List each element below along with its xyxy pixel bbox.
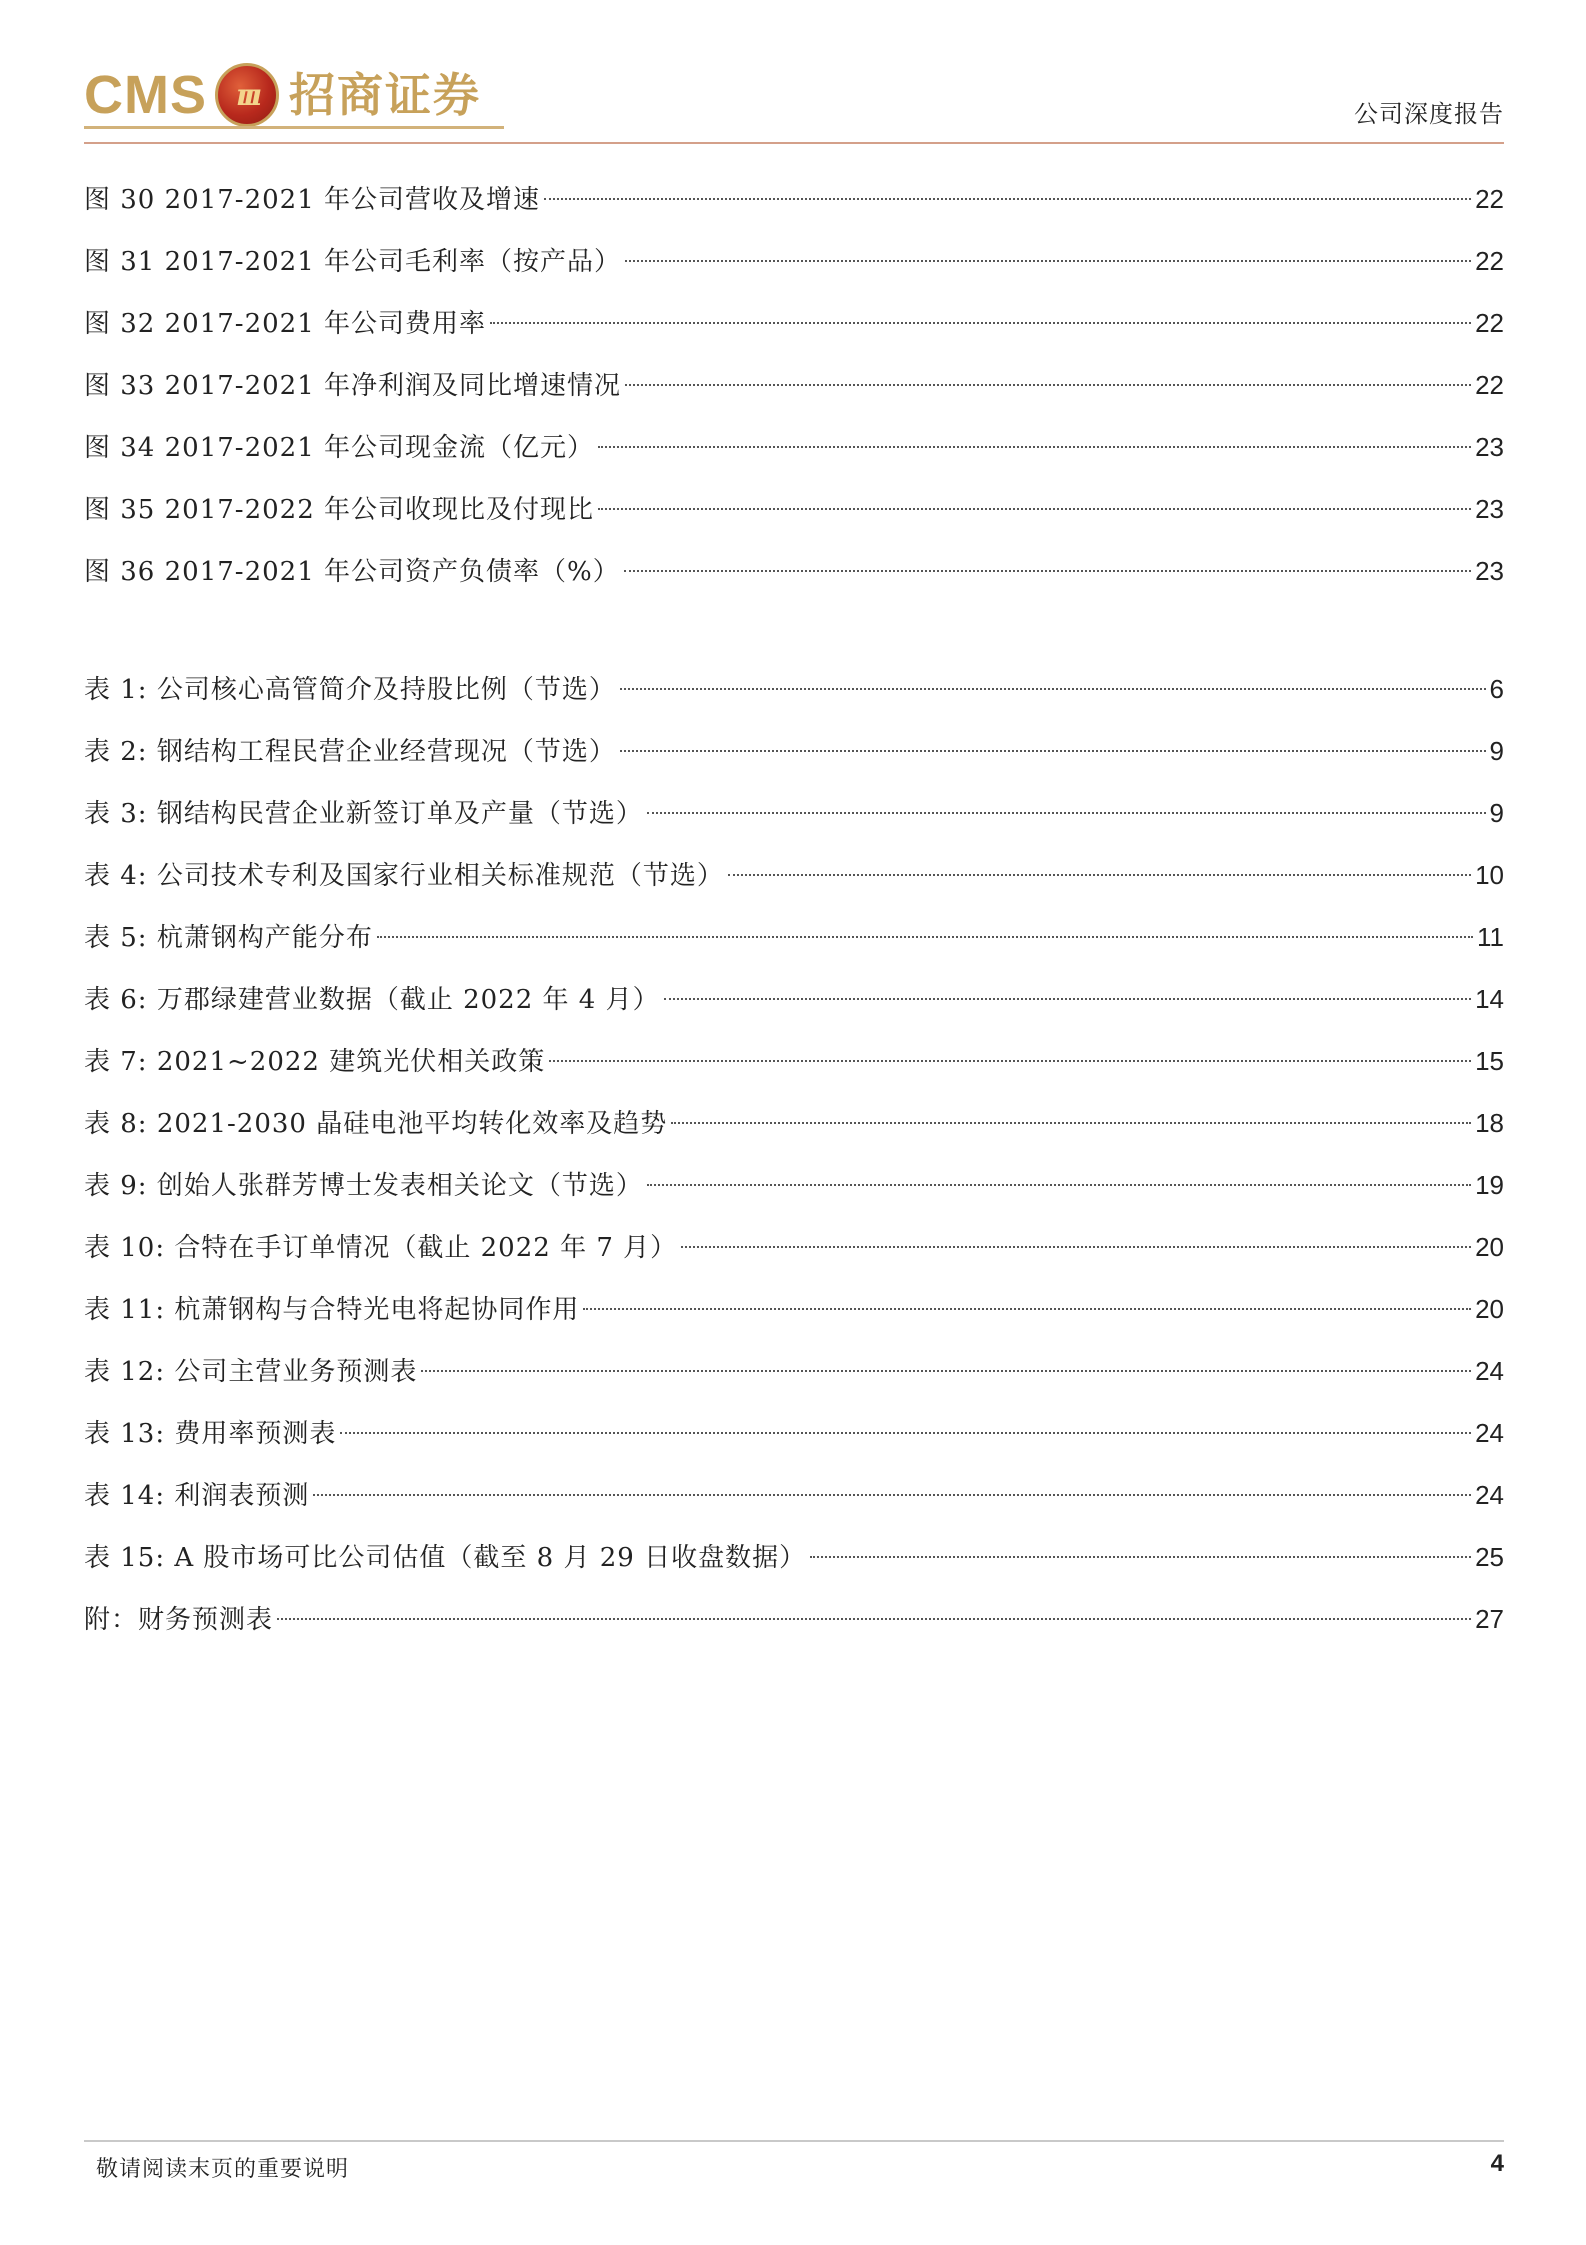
toc-entry[interactable] [84, 1030, 1504, 1092]
toc-entry[interactable] [84, 906, 1504, 968]
dot-leader [624, 570, 1471, 572]
toc-entry-title: 图 30 2017-2021 年公司营收及增速 [84, 185, 540, 215]
toc-entry-page: 15 [1475, 1046, 1504, 1076]
toc-entry-title: 表 10: 合特在手订单情况（截止 2022 年 7 月） [84, 1233, 678, 1263]
header-divider [84, 142, 1504, 144]
toc-entry[interactable] [84, 292, 1504, 354]
toc-entry-page: 25 [1475, 1542, 1504, 1572]
toc-entry-page: 22 [1475, 246, 1504, 276]
toc-entry[interactable] [84, 1588, 1504, 1650]
cms-logo [84, 60, 481, 130]
toc-entry[interactable] [84, 720, 1504, 782]
dot-leader [671, 1122, 1471, 1124]
toc-entry-page: 27 [1475, 1604, 1504, 1634]
toc-entry-title: 表 9: 创始人张群芳博士发表相关论文（节选） [84, 1171, 643, 1201]
toc-entry[interactable] [84, 658, 1504, 720]
toc-entry[interactable] [84, 1154, 1504, 1216]
logo-chinese-text: 招商证券 [289, 68, 481, 122]
toc-entry-title: 图 35 2017-2022 年公司收现比及付现比 [84, 495, 594, 525]
toc-entry-page: 23 [1475, 494, 1504, 524]
page-header [84, 52, 1504, 144]
toc-entry[interactable] [84, 168, 1504, 230]
toc-entry-page: 11 [1477, 922, 1504, 952]
logo-emblem-icon: ııı [215, 63, 279, 127]
toc-entry-page: 9 [1489, 798, 1504, 828]
toc-entry-title: 图 33 2017-2021 年净利润及同比增速情况 [84, 371, 621, 401]
logo-underline [84, 126, 504, 129]
dot-leader [664, 998, 1471, 1000]
toc-entry[interactable] [84, 1402, 1504, 1464]
toc-entry-title: 表 12: 公司主营业务预测表 [84, 1357, 418, 1387]
footer-disclaimer: 敬请阅读末页的重要说明 [96, 2157, 350, 2182]
toc-entry-page: 24 [1475, 1418, 1504, 1448]
toc-entry-page: 20 [1475, 1294, 1504, 1324]
dot-leader [313, 1494, 1471, 1496]
dot-leader [549, 1060, 1471, 1062]
toc-entry-title: 表 14: 利润表预测 [84, 1481, 310, 1511]
toc-entry-title: 表 2: 钢结构工程民营企业经营现况（节选） [84, 737, 616, 767]
toc-entry[interactable] [84, 844, 1504, 906]
toc-entry[interactable] [84, 354, 1504, 416]
toc-entry-title: 表 1: 公司核心高管简介及持股比例（节选） [84, 675, 616, 705]
toc-entry-page: 24 [1475, 1356, 1504, 1386]
toc-entry[interactable] [84, 230, 1504, 292]
toc-entry-page: 22 [1475, 184, 1504, 214]
toc-entry-title: 图 32 2017-2021 年公司费用率 [84, 309, 486, 339]
toc-entry[interactable] [84, 416, 1504, 478]
dot-leader [810, 1556, 1471, 1558]
toc-entry-page: 14 [1475, 984, 1504, 1014]
toc-entry-title: 表 13: 费用率预测表 [84, 1419, 337, 1449]
toc-entry-title: 表 7: 2021~2022 建筑光伏相关政策 [84, 1047, 546, 1077]
dot-leader [598, 508, 1471, 510]
dot-leader [620, 750, 1486, 752]
toc-entry-page: 22 [1475, 370, 1504, 400]
dot-leader [728, 874, 1471, 876]
toc-entry-page: 6 [1489, 674, 1504, 704]
toc-entry-title: 图 36 2017-2021 年公司资产负债率（%） [84, 557, 620, 587]
table-of-contents [84, 168, 1504, 1650]
toc-entry[interactable] [84, 1464, 1504, 1526]
document-type: 公司深度报告 [1354, 100, 1504, 128]
toc-entry-title: 表 3: 钢结构民营企业新签订单及产量（节选） [84, 799, 643, 829]
dot-leader [681, 1246, 1471, 1248]
toc-entry-page: 18 [1475, 1108, 1504, 1138]
dot-leader [647, 1184, 1471, 1186]
toc-entry[interactable] [84, 1278, 1504, 1340]
toc-entry[interactable] [84, 782, 1504, 844]
dot-leader [544, 198, 1471, 200]
dot-leader [620, 688, 1486, 690]
dot-leader [625, 260, 1471, 262]
toc-entry-page: 24 [1475, 1480, 1504, 1510]
dot-leader [421, 1370, 1471, 1372]
footer-divider [84, 2140, 1504, 2142]
toc-entry-title: 表 11: 杭萧钢构与合特光电将起协同作用 [84, 1295, 580, 1325]
toc-entry-title: 图 31 2017-2021 年公司毛利率（按产品） [84, 247, 621, 277]
dot-leader [598, 446, 1471, 448]
toc-entry-title: 表 8: 2021-2030 晶硅电池平均转化效率及趋势 [84, 1109, 668, 1139]
toc-entry-title: 表 15: A 股市场可比公司估值（截至 8 月 29 日收盘数据） [84, 1543, 807, 1573]
toc-entry-title: 表 4: 公司技术专利及国家行业相关标准规范（节选） [84, 861, 724, 891]
toc-entry[interactable] [84, 968, 1504, 1030]
toc-entry-page: 20 [1475, 1232, 1504, 1262]
dot-leader [340, 1432, 1471, 1434]
dot-leader [377, 936, 1473, 938]
toc-entry-page: 10 [1475, 860, 1504, 890]
dot-leader [647, 812, 1486, 814]
toc-entry-title: 附：财务预测表 [84, 1605, 274, 1635]
dot-leader [625, 384, 1471, 386]
toc-entry-page: 22 [1475, 308, 1504, 338]
toc-entry[interactable] [84, 1340, 1504, 1402]
toc-entry-page: 23 [1475, 432, 1504, 462]
toc-entry[interactable] [84, 1526, 1504, 1588]
figures-list [84, 168, 1504, 602]
dot-leader [490, 322, 1471, 324]
toc-entry-title: 表 5: 杭萧钢构产能分布 [84, 923, 373, 953]
dot-leader [583, 1308, 1471, 1310]
toc-entry[interactable] [84, 1092, 1504, 1154]
toc-entry-page: 23 [1475, 556, 1504, 586]
toc-entry[interactable] [84, 1216, 1504, 1278]
toc-entry[interactable] [84, 478, 1504, 540]
toc-entry-title: 图 34 2017-2021 年公司现金流（亿元） [84, 433, 594, 463]
logo-latin-text: CMS [84, 65, 207, 125]
dot-leader [277, 1618, 1471, 1620]
toc-entry[interactable] [84, 540, 1504, 602]
tables-list [84, 658, 1504, 1650]
toc-entry-title: 表 6: 万郡绿建营业数据（截止 2022 年 4 月） [84, 985, 660, 1015]
page-number: 4 [1490, 2150, 1504, 2177]
toc-entry-page: 19 [1475, 1170, 1504, 1200]
toc-entry-page: 9 [1489, 736, 1504, 766]
